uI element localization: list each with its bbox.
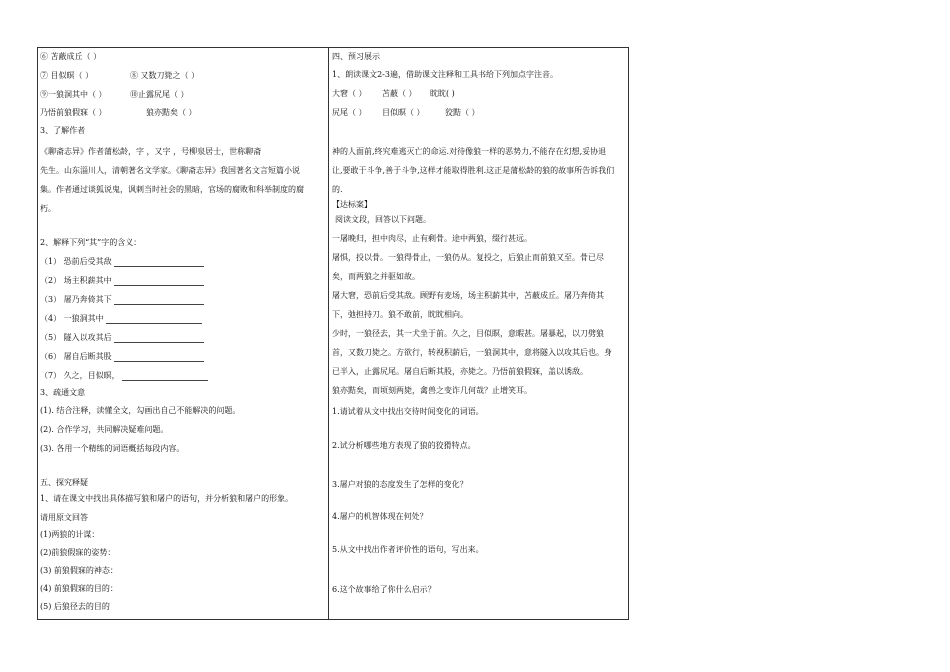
- answer-blank[interactable]: [122, 372, 208, 381]
- answer-blank[interactable]: [114, 258, 204, 267]
- assessment-instruction: 阅读文段，回答以下问题。: [335, 215, 431, 224]
- vocab-item-8: ⑧ 又数刀毙之（ ）: [130, 71, 200, 80]
- assessment-question-5: 5.从文中找出作者评价性的语句，写出来。: [332, 545, 484, 554]
- vocab-item-9: ⑨一狼洞其中（ ）: [40, 90, 107, 99]
- passage-line: 屠大窘，恐前后受其敌。顾野有麦场，场主积薪其中，苫蔽成丘。屠乃奔倚其: [332, 291, 604, 300]
- assessment-question-3: 3.屠户对狼的态度发生了怎样的变化？: [332, 480, 468, 489]
- qi-question-1: （1） 恐前后受其敌: [40, 257, 204, 267]
- lesson-summary-line: 的.: [332, 185, 343, 194]
- assessment-question-6: 6.这个故事给了你什么启示？: [332, 585, 436, 594]
- section-heading-qi: 2、解释下列“其”字的含义：: [40, 238, 142, 247]
- reading-step-2: (2). 合作学习，共同解决疑难问题。: [40, 425, 169, 434]
- qi-question-4: （4） 一狼洞其中: [40, 314, 202, 324]
- passage-line: 屠惧，投以骨。一狼得骨止，一狼仍从。复投之，后狼止而前狼又至。骨已尽: [332, 253, 604, 262]
- passage-line: 下，弛担持刀。狼不敢前，眈眈相向。: [332, 310, 468, 319]
- pinyin-item: 眈眈( ): [430, 89, 455, 98]
- assessment-question-1: 1.请试着从文中找出交待时间变化的词语。: [332, 407, 484, 416]
- lesson-summary-line: 让,要敢于斗争,善于斗争,这样才能取得胜利.这正是蒲松龄的狼的故事所告诉我们: [332, 166, 615, 175]
- author-paragraph-line: 朽。: [40, 204, 56, 213]
- assessment-question-2: 2.试分析哪些地方表现了狼的狡猾特点。: [332, 441, 476, 450]
- answer-blank[interactable]: [114, 353, 204, 362]
- reading-step-3: (3). 各用一个精练的词语概括每段内容。: [40, 444, 185, 453]
- vocab-item-12: 狼亦黠矣（ ）: [146, 108, 197, 117]
- explore-item: (2)前狼假寐的姿势：: [40, 548, 116, 557]
- pinyin-item: 目似暝（ ）: [382, 108, 425, 117]
- author-paragraph-line: 《聊斋志异》作者蒲松龄，字 ，又字 ，号柳泉居士，世称聊斋: [40, 147, 262, 156]
- passage-line: 狼亦黠矣，而顷刻两毙，禽兽之变诈几何哉？止增笑耳。: [332, 386, 532, 395]
- author-paragraph-line: 先生。山东淄川人，清朝著名文学家。《聊斋志异》我国著名文言短篇小说: [40, 166, 300, 175]
- vocab-item-11: 乃悟前狼假寐（ ）: [40, 108, 107, 117]
- passage-line: 少时，一狼径去，其一犬坐于前。久之，目似瞑，意暇甚。屠暴起，以刀劈狼: [332, 329, 604, 338]
- assessment-question-4: 4.屠户的机智体现在何处？: [332, 512, 428, 521]
- answer-blank[interactable]: [106, 315, 202, 324]
- reading-step-1: (1). 结合注释，读懂全文，勾画出自己不能解决的问题。: [40, 406, 241, 415]
- lesson-summary-line: 神的人面前,终究难逃灭亡的命运.对待像狼一样的恶势力,不能存在幻想,妥协退: [332, 147, 607, 156]
- explore-item: (1)两狼的计谋：: [40, 530, 100, 539]
- qi-question-5: （5） 隧入以攻其后: [40, 333, 204, 343]
- author-paragraph-line: 集。作者通过谈狐说鬼，讽刺当时社会的黑暗，官场的腐败和科举制度的腐: [40, 185, 304, 194]
- explore-instruction: 请用原文回答: [40, 513, 88, 522]
- qi-question-2: （2） 场主积薪其中: [40, 276, 204, 286]
- passage-line: 矣，而两狼之并驱如故。: [332, 272, 420, 281]
- explore-item: (3) 前狼假寐的神态：: [40, 566, 118, 575]
- answer-blank[interactable]: [114, 277, 204, 286]
- pinyin-item: 狡黠（ ）: [445, 108, 480, 117]
- pinyin-item: 大窘（ ）: [332, 89, 367, 98]
- answer-blank[interactable]: [114, 334, 204, 343]
- vocab-item-10: ⑩止露尻尾（ ）: [130, 90, 189, 99]
- section-heading-assessment: 【达标案】: [332, 200, 372, 209]
- section-heading-author: 3、了解作者: [40, 126, 86, 135]
- section-heading-preview: 四、预习展示: [332, 52, 380, 61]
- vocab-item-7: ⑦ 目似暝（ ）: [40, 71, 94, 80]
- vocab-item-6: ⑥ 苫蔽成丘（ ）: [40, 52, 102, 61]
- pinyin-item: 苫蔽（ ）: [382, 89, 417, 98]
- passage-line: 一屠晚归，担中肉尽，止有剩骨。途中两狼，缀行甚远。: [332, 234, 532, 243]
- explore-item: (5) 后狼径去的目的: [40, 602, 110, 611]
- qi-question-7: （7） 久之，目似暝，: [40, 371, 208, 381]
- explore-item: (4) 前狼假寐的目的：: [40, 584, 118, 593]
- preview-instruction: 1、朗读课文2-3遍，借助课文注释和工具书给下列加点字注音。: [332, 70, 558, 79]
- qi-question-3: （3） 屠乃奔倚其下: [40, 295, 204, 305]
- section-heading-explore: 五、探究释疑: [40, 478, 88, 487]
- qi-question-6: （6） 屠自后断其股: [40, 352, 204, 362]
- column-divider: [328, 47, 329, 620]
- passage-line: 首，又数刀毙之。方欲行，转视积薪后，一狼洞其中，意将隧入以攻其后也。身: [332, 348, 612, 357]
- section-heading-reading: 3、疏通文意: [40, 388, 86, 397]
- passage-line: 已半入，止露尻尾。屠自后断其股，亦毙之。乃悟前狼假寐，盖以诱敌。: [332, 367, 588, 376]
- answer-blank[interactable]: [114, 296, 204, 305]
- explore-question: 1、请在课文中找出具体描写狼和屠户的语句，并分析狼和屠户的形象。: [40, 494, 294, 503]
- pinyin-item: 尻尾（ ）: [332, 108, 367, 117]
